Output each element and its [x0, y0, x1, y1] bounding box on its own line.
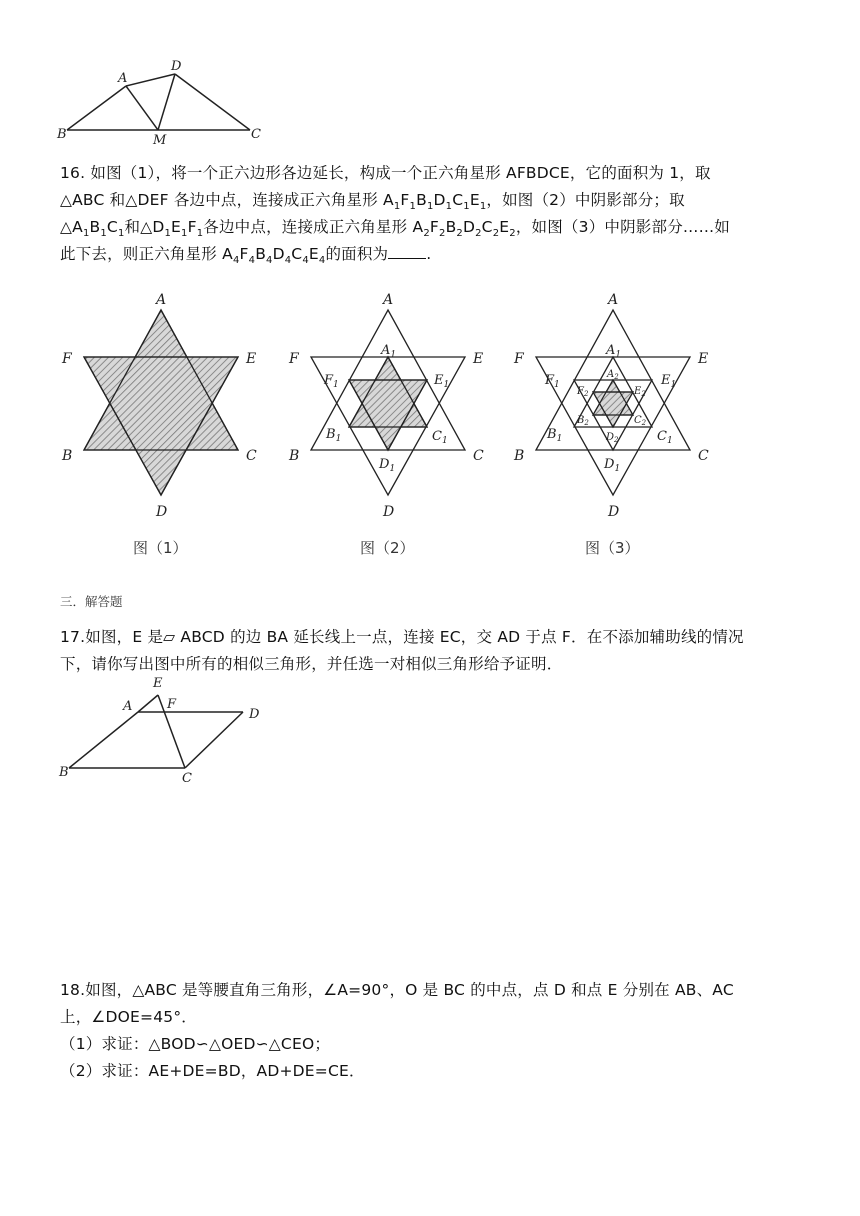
fig2-label-D: D	[383, 504, 395, 520]
fig3-label-D2: $D_2$	[606, 432, 619, 444]
q16-line2-part-b: ，如图（2）中阴影部分；取	[486, 191, 685, 209]
p-label-F: F	[167, 697, 177, 712]
label-B: B	[57, 127, 67, 142]
fig1-label-A: A	[156, 292, 167, 308]
fig2-label-B: B	[289, 448, 300, 464]
fig3-label-A1: $A_1$	[606, 343, 622, 360]
figure-2-caption: 图（2）	[360, 539, 415, 557]
fig3-label-B: B	[514, 448, 525, 464]
fig3-label-B2: $B_2$	[577, 415, 589, 427]
fig3-label-D: D	[608, 504, 620, 520]
q16-line4: 此下去，则正六角星形 $A_4F_4B_4D_4C_4E_4$的面积为 .	[60, 245, 432, 267]
q16-line4-part-b: 的面积为	[325, 245, 389, 263]
fig2-label-A: A	[383, 292, 394, 308]
figure-1-caption: 图（1）	[133, 539, 188, 557]
q16-line2-part-a: △ABC 和△DEF 各边中点，连接成正六角星形 A	[60, 191, 394, 209]
fig2-label-F: F	[289, 351, 299, 367]
fig2-label-E1: $E_1$	[434, 373, 450, 390]
q18-line1: 18.如图，△ABC 是等腰直角三角形，∠A=90°，O 是 BC 的中点，点 D 和点 E 分别在 AB、AC	[60, 981, 734, 999]
label-C: C	[251, 127, 261, 142]
fig3-label-F2: $F_2$	[577, 386, 589, 398]
fig3-label-A: A	[608, 292, 619, 308]
fig1-label-B: B	[62, 448, 73, 464]
q18-line4: （2）求证：AE+DE=BD，AD+DE=CE．	[60, 1062, 365, 1080]
fig1-label-C: C	[246, 448, 257, 464]
p-label-B: B	[59, 765, 69, 780]
fig3-label-E2: $E_2$	[634, 386, 646, 398]
p-label-C: C	[182, 771, 192, 786]
fig3-label-B1: $B_1$	[547, 427, 563, 444]
fig3-label-C2: $C_2$	[634, 415, 647, 427]
p-label-D: D	[249, 707, 260, 722]
section-title: 三．解答题	[60, 594, 123, 609]
fig2-label-C1: $C_1$	[432, 429, 448, 446]
figure-1-hexagram	[55, 290, 275, 530]
fig3-label-F1: $F_1$	[545, 373, 560, 390]
figure-3-hexagram	[507, 290, 727, 530]
q17-line2: 下，请你写出图中所有的相似三角形，并任选一对相似三角形给予证明．	[60, 655, 563, 673]
q17-line1: 17.如图，E 是▱ ABCD 的边 BA 延长线上一点，连接 EC，交 AD 于点 F．在不添加辅助线的情况	[60, 628, 744, 646]
figure-3-caption: 图（3）	[585, 539, 640, 557]
q18-line3: （1）求证：△BOD∽△OED∽△CEO；	[60, 1035, 331, 1053]
label-A: A	[118, 71, 128, 86]
p-label-E: E	[153, 676, 163, 691]
answer-blank	[388, 244, 426, 259]
fig1-label-D: D	[156, 504, 168, 520]
fig1-label-F: F	[62, 351, 72, 367]
fig1-label-E: E	[246, 351, 257, 367]
fig2-label-F1: $F_1$	[324, 373, 339, 390]
q16-line3: $\triangle A_1B_1C_1$和$\triangle D_1E_1F_1$各边中点，连接成正六角星形 $A_2F_2B_2D_2C_2E_2$，如图（3）中阴影部分……如	[60, 218, 730, 240]
fig3-label-A2: $A_2$	[607, 369, 619, 381]
q16-line3-part-d: ，如图（3）中阴影部分……如	[515, 218, 730, 236]
fig3-label-D1: $D_1$	[604, 457, 621, 474]
figure-triangle-abmdc	[55, 58, 270, 146]
fig3-label-E1: $E_1$	[661, 373, 677, 390]
label-M: M	[153, 133, 167, 146]
q16-line4-part-c: .	[426, 245, 432, 263]
fig2-label-E: E	[473, 351, 484, 367]
label-D: D	[171, 59, 182, 74]
figure-2-hexagram	[282, 290, 502, 530]
fig2-label-A1: $A_1$	[381, 343, 397, 360]
q16-line3-part-c: 各边中点，连接成正六角星形 A	[203, 218, 424, 236]
fig2-label-B1: $B_1$	[326, 427, 342, 444]
fig3-label-C: C	[698, 448, 709, 464]
fig2-label-C: C	[473, 448, 484, 464]
fig2-label-D1: $D_1$	[379, 457, 396, 474]
q16-line2: △ABC 和△DEF 各边中点，连接成正六角星形 $A_1F_1B_1D_1C_1E_1$，如图（2）中阴影部分；取	[60, 191, 685, 213]
fig3-label-E: E	[698, 351, 709, 367]
q16-line1: 16. 如图（1），将一个正六边形各边延长，构成一个正六角星形 AFBDCE，它的面积为 1，取	[60, 164, 711, 182]
fig3-label-F: F	[514, 351, 524, 367]
q18-line2: 上，∠DOE=45°．	[60, 1008, 197, 1026]
p-label-A: A	[123, 699, 133, 714]
fig3-label-C1: $C_1$	[657, 429, 673, 446]
q16-line3-part-a: △A	[60, 218, 83, 236]
figure-parallelogram-abcd	[55, 672, 275, 787]
q16-line4-part-a: 此下去，则正六角星形 A	[60, 245, 233, 263]
q16-line3-part-b: 和△D	[124, 218, 165, 236]
